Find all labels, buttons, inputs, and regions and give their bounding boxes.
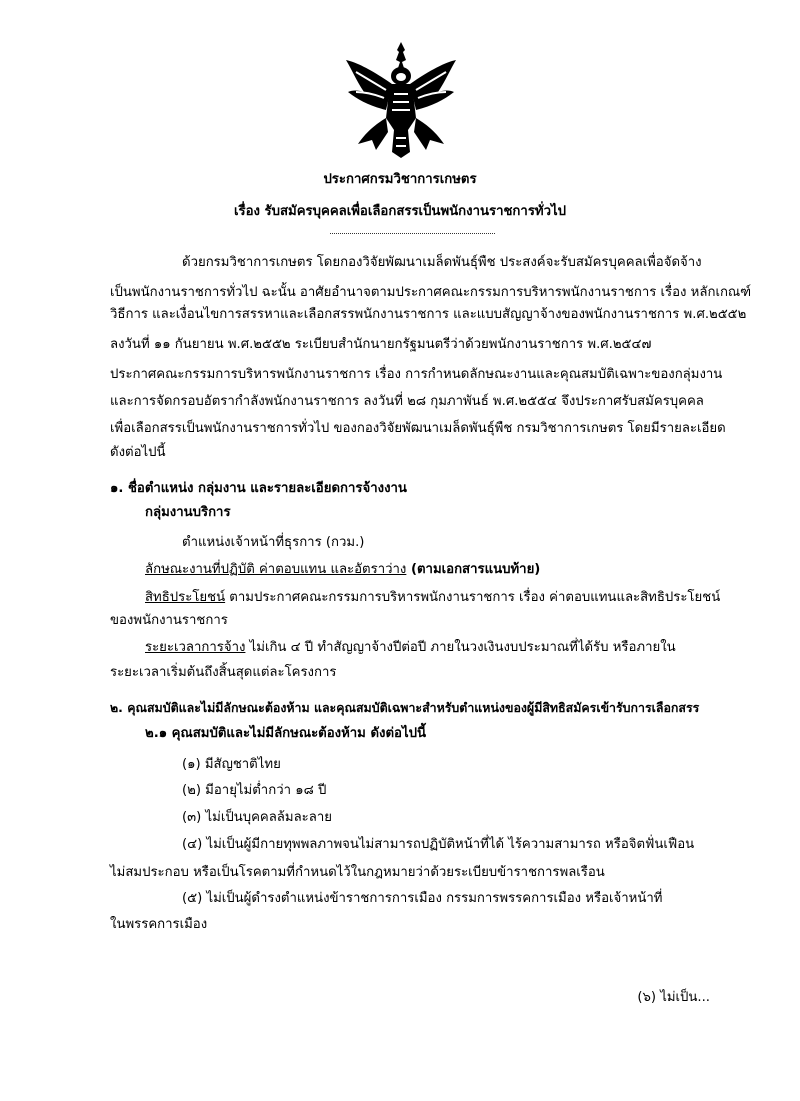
benefit-line (145, 588, 720, 608)
period-line (145, 638, 676, 658)
intro-line: เป็นพนักงานราชการทั่วไป ฉะนั้น อาศัยอำนาจตามประกาศคณะกรรมการบริหารพนักงานราชการ เรื่อง หลักเกณฑ์ (110, 285, 752, 300)
section-1-heading: ๑. ชื่อตำแหน่ง กลุ่มงาน และรายละเอียดการจ้างงาน (110, 481, 407, 496)
qualification-item: (๓) ไม่เป็นบุคคลล้มละลาย (182, 810, 332, 825)
garuda-emblem-icon (342, 40, 460, 160)
qualification-item: (๑) มีสัญชาติไทย (182, 757, 281, 772)
qualification-item: (๒) มีอายุไม่ต่ำกว่า ๑๘ ปี (182, 783, 327, 798)
intro-line: ลงวันที่ ๑๑ กันยายน พ.ศ.๒๕๕๒ ระเบียบสำนักนายกรัฐมนตรีว่าด้วยพนักงานราชการ พ.ศ.๒๕๔๗ (110, 337, 652, 352)
qualification-item: (๕) ไม่เป็นผู้ดำรงตำแหน่งข้าราชการการเมือง กรรมการพรรคการเมือง หรือเจ้าหน้าที่ (182, 891, 663, 906)
qualification-item-cont: ไม่สมประกอบ หรือเป็นโรคตามที่กำหนดไว้ในกฎหมายว่าด้วยระเบียบข้าราชการพลเรือน (110, 865, 605, 880)
group-name: กลุ่มงานบริการ (145, 505, 231, 520)
document-title: ประกาศกรมวิชาการเกษตร (323, 172, 477, 187)
section-2-1-heading: ๒.๑ คุณสมบัติและไม่มีลักษณะต้องห้าม ดังต่อไปนี้ (145, 726, 426, 741)
qualification-item: (๔) ไม่เป็นผู้มีกายทุพพลภาพจนไม่สามารถปฏิบัติหน้าที่ได้ ไร้ความสามารถ หรือจิตฟั่นเฟือน (182, 837, 695, 852)
section-2-heading: ๒. คุณสมบัติและไม่มีลักษณะต้องห้าม และคุณสมบัติเฉพาะสำหรับตำแหน่งของผู้มีสิทธิสมัครเข้ารับการเลือกสรร (110, 700, 700, 715)
document-subject: เรื่อง รับสมัครบุคคลเพื่อเลือกสรรเป็นพนักงานราชการทั่วไป (233, 204, 567, 219)
period-cont: ระยะเวลาเริ่มต้นถึงสิ้นสุดแต่ละโครงการ (110, 665, 337, 680)
duty-label: ลักษณะงานที่ปฏิบัติ ค่าตอบแทน และอัตราว่าง (145, 562, 407, 577)
duty-note: (ตามเอกสารแนบท้าย) (406, 562, 541, 577)
period-label: ระยะเวลาการจ้าง (145, 640, 246, 655)
continuation-marker: (๖) ไม่เป็น... (637, 990, 710, 1005)
intro-line: วิธีการ และเงื่อนไขการสรรหาและเลือกสรรพนักงานราชการ และแบบสัญญาจ้างของพนักงานราชการ พ.ศ.๒๕๕๒ (110, 307, 747, 322)
benefit-label: สิทธิประโยชน์ (145, 590, 226, 605)
intro-line: และการจัดกรอบอัตรากำลังพนักงานราชการ ลงวันที่ ๒๘ กุมภาพันธ์ พ.ศ.๒๕๕๔ จึงประกาศรับสมัครบุคคล (110, 394, 704, 409)
period-text: ไม่เกิน ๔ ปี ทำสัญญาจ้างปีต่อปี ภายในวงเงินงบประมาณที่ได้รับ หรือภายใน (245, 640, 676, 655)
intro-line: เพื่อเลือกสรรเป็นพนักงานราชการทั่วไป ของกองวิจัยพัฒนาเมล็ดพันธุ์พืช กรมวิชาการเกษตร โดยมีรายละเอียด (110, 421, 726, 436)
title-divider (330, 233, 495, 234)
intro-line: ประกาศคณะกรรมการบริหารพนักงานราชการ เรื่อง การกำหนดลักษณะงานและคุณสมบัติเฉพาะของกลุ่มงาน (110, 367, 723, 382)
benefit-text: ตามประกาศคณะกรรมการบริหารพนักงานราชการ เรื่อง ค่าตอบแทนและสิทธิประโยชน์ (225, 590, 721, 605)
intro-line: ด้วยกรมวิชาการเกษตร โดยกองวิจัยพัฒนาเมล็ดพันธุ์พืช ประสงค์จะรับสมัครบุคคลเพื่อจัดจ้าง (182, 255, 702, 270)
benefit-cont: ของพนักงานราชการ (110, 613, 228, 628)
intro-line: ดังต่อไปนี้ (110, 445, 166, 460)
duty-line (145, 560, 540, 580)
qualification-item-cont: ในพรรคการเมือง (110, 917, 208, 932)
position-name: ตำแหน่งเจ้าหน้าที่ธุรการ (กวม.) (182, 535, 365, 550)
